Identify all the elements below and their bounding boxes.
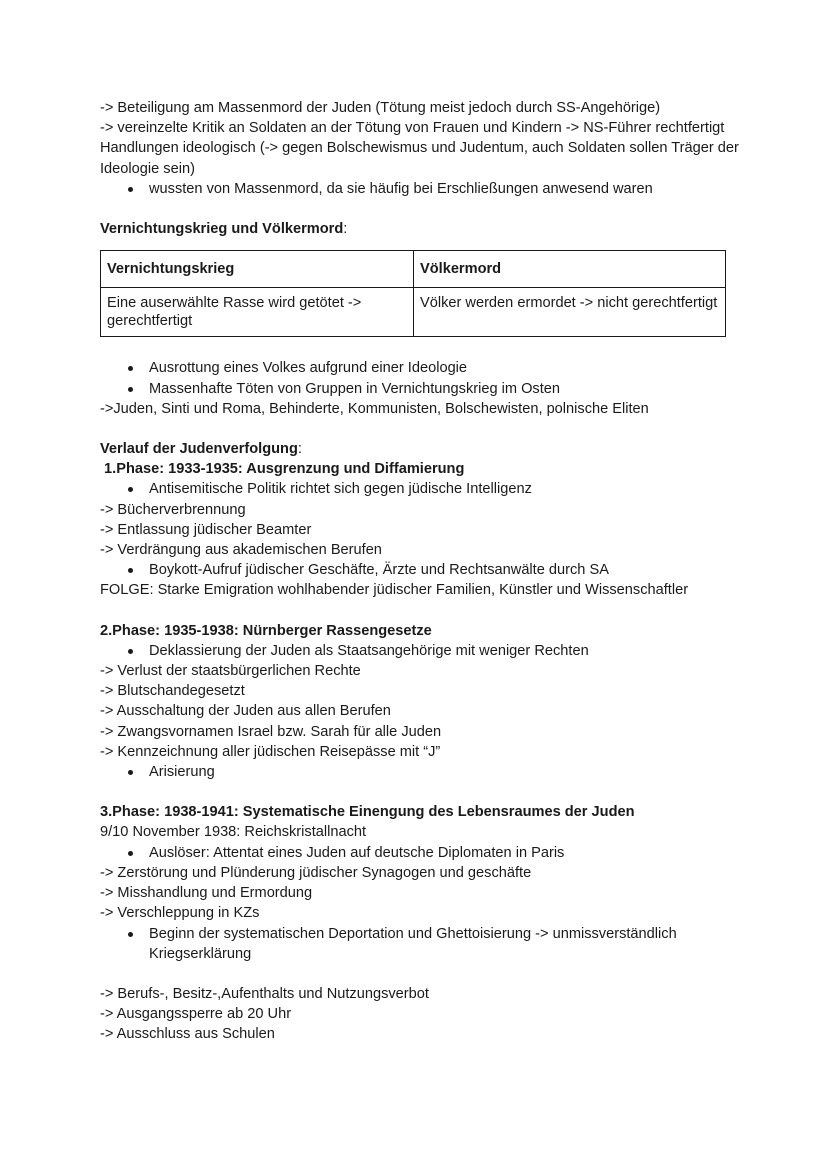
intro-bullet: wussten von Massenmord, da sie häufig bei Erschließungen anwesend waren <box>100 179 740 199</box>
section-heading-suffix: : <box>343 221 348 238</box>
phase3-line-3: -> Verschleppung in KZs <box>100 905 260 922</box>
phase3-bullet-2: Beginn der systematischen Deportation und Ghettoisierung -> unmissverständlich Kriegserklärung <box>100 924 694 964</box>
table-header-voelkermord: Völkermord <box>414 251 726 288</box>
phase3-line-4: -> Berufs-, Besitz-,Aufenthalts und Nutzungsverbot <box>100 985 429 1002</box>
section-heading-judenverfolgung <box>100 439 740 459</box>
table-cell-vernichtungskrieg: Eine auserwählte Rasse wird getötet -> gerechtfertigt <box>101 288 414 337</box>
phase2-title: 2.Phase: 1935-1938: Nürnberger Rassengesetze <box>100 622 432 639</box>
comparison-table <box>100 250 726 337</box>
phase1-bullet-2: Boykott-Aufruf jüdischer Geschäfte, Ärzte und Rechtsanwälte durch SA <box>100 560 740 580</box>
table-header-vernichtungskrieg: Vernichtungskrieg <box>101 251 414 288</box>
section-heading-text: Vernichtungskrieg und Völkermord <box>100 221 344 238</box>
table-header-row <box>101 251 726 288</box>
phase3-line-5: -> Ausgangssperre ab 20 Uhr <box>100 1006 292 1023</box>
phase1-line-2: -> Entlassung jüdischer Beamter <box>100 521 312 538</box>
phase1-line-3: -> Verdrängung aus akademischen Berufen <box>100 542 382 559</box>
table-row <box>101 288 726 337</box>
section2-heading-suffix: : <box>297 441 302 458</box>
phase3-line-2: -> Misshandlung und Ermordung <box>100 885 313 902</box>
intro-line-2: -> vereinzelte Kritik an Soldaten an der Tötung von Frauen und Kindern -> NS-Führer rechtfertigt Handlungen ideologisch (-> gegen Bolschewismus und Judentum, auch Soldaten sollen Träger der Ideologie sein) <box>100 120 739 177</box>
phase2-line-1: -> Verlust der staatsbürgerlichen Rechte <box>100 663 361 680</box>
phase1-folge: FOLGE: Starke Emigration wohlhabender jüdischer Familien, Künstler und Wissenschaftler <box>100 582 689 599</box>
phase1-title: 1.Phase: 1933-1935: Ausgrenzung und Diffamierung <box>100 461 465 478</box>
phase3-bullet-1: Auslöser: Attentat eines Juden auf deutsche Diplomaten in Paris <box>100 843 740 863</box>
phase2-line-3: -> Ausschaltung der Juden aus allen Berufen <box>100 703 391 720</box>
section1-bullet-1: Ausrottung eines Volkes aufgrund einer Ideologie <box>100 358 740 378</box>
phase1-line-1: -> Bücherverbrennung <box>100 501 246 518</box>
table-cell-voelkermord: Völker werden ermordet -> nicht gerechtfertigt <box>414 288 726 337</box>
phase2-line-2: -> Blutschandegesetzt <box>100 683 245 700</box>
section1-victims-line: ->Juden, Sinti und Roma, Behinderte, Kommunisten, Bolschewisten, polnische Eliten <box>100 400 649 417</box>
intro-line-1: -> Beteiligung am Massenmord der Juden (Tötung meist jedoch durch SS-Angehörige) <box>100 100 661 116</box>
phase2-line-5: -> Kennzeichnung aller jüdischen Reisepässe mit “J” <box>100 743 441 760</box>
phase3-line-6: -> Ausschluss aus Schulen <box>100 1026 275 1043</box>
phase2-bullet-2: Arisierung <box>100 762 740 782</box>
phase3-line-1: -> Zerstörung und Plünderung jüdischer Synagogen und geschäfte <box>100 864 532 881</box>
phase2-bullet-1: Deklassierung der Juden als Staatsangehörige mit weniger Rechten <box>100 641 740 661</box>
section-heading-vernichtungskrieg <box>100 219 740 239</box>
phase3-title: 3.Phase: 1938-1941: Systematische Einengung des Lebensraumes der Juden <box>100 804 635 821</box>
section2-heading-text: Verlauf der Judenverfolgung <box>100 441 298 458</box>
phase1-bullet-1: Antisemitische Politik richtet sich gegen jüdische Intelligenz <box>100 479 740 499</box>
document-content <box>100 98 740 1045</box>
phase2-line-4: -> Zwangsvornamen Israel bzw. Sarah für alle Juden <box>100 723 442 740</box>
section1-bullet-2: Massenhafte Töten von Gruppen in Vernichtungskrieg im Osten <box>100 379 740 399</box>
phase3-date-line: 9/10 November 1938: Reichskristallnacht <box>100 824 367 841</box>
